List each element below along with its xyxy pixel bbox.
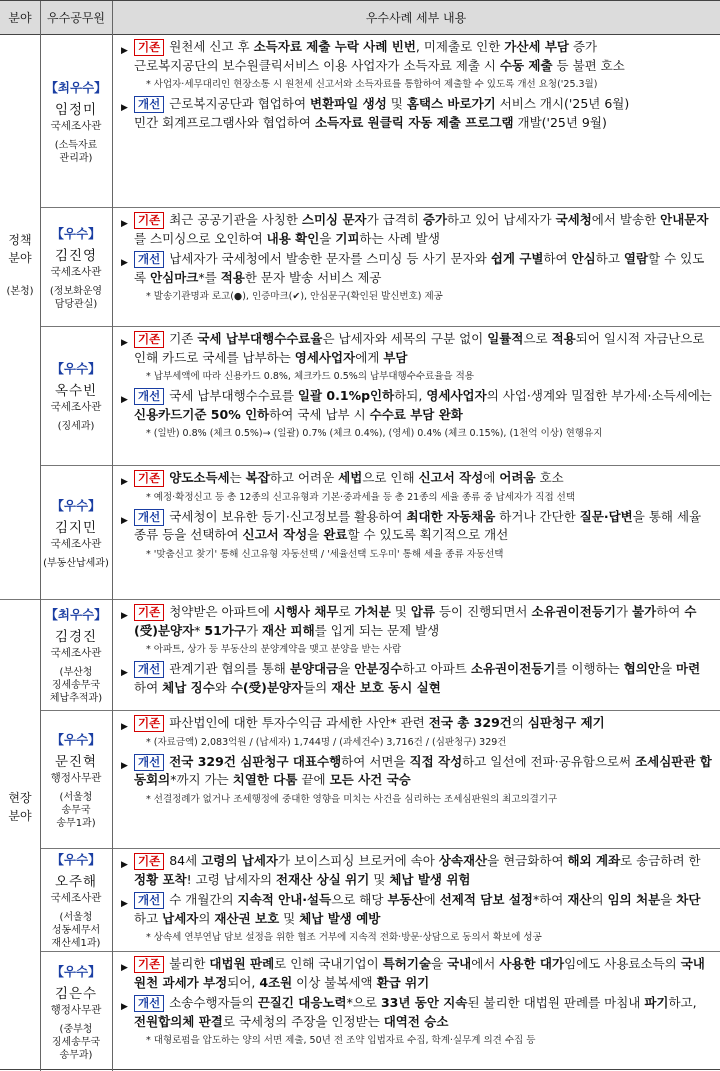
person-title: 국세조사관 xyxy=(50,401,102,413)
before-tag: 기존 xyxy=(134,853,164,870)
arrow-icon: ▶ xyxy=(121,760,128,771)
after-item xyxy=(121,891,712,928)
arrow-icon: ▶ xyxy=(121,860,128,870)
person-title: 국세조사관 xyxy=(50,537,102,550)
person-cell xyxy=(40,849,112,951)
arrow-icon: ▶ xyxy=(121,338,128,348)
award-grade: 【우수】 xyxy=(51,852,101,867)
person-name: 임정미 xyxy=(54,101,98,118)
award-grade: 【우수】 xyxy=(51,497,101,513)
table-row xyxy=(40,465,720,599)
arrow-icon: ▶ xyxy=(121,722,128,732)
before-tag: 기존 xyxy=(134,331,164,348)
item-text: 불리한 대법원 판례로 인해 국내기업이 특허기술을 국내에서 사용한 대가임에도 사용료소득의 국내원천 과세가 부정되어, 4조원 이상 불복세액 환급 위기 xyxy=(134,956,705,990)
before-item xyxy=(121,955,712,992)
after-tag: 개선 xyxy=(134,388,164,405)
after-item xyxy=(121,660,712,697)
before-item xyxy=(121,603,712,640)
table-row xyxy=(40,599,720,710)
person-cell xyxy=(40,35,112,207)
person-title: 국세조사관 xyxy=(50,647,102,659)
person-dept: (서울청 송무국 송무1과) xyxy=(56,791,96,829)
item-text: 양도소득세는 복잡하고 어려운 세법으로 인해 신고서 작성에 어려움 호소 xyxy=(169,470,564,485)
item-text: 청약받은 아파트에 시행사 채무로 가처분 및 압류 등이 진행되면서 소유권이전등기가 불가하여 수(受)분양자* 51가구가 재산 피해를 입게 되는 문제 발생 xyxy=(134,604,697,638)
col-divider-2 xyxy=(112,1,113,1071)
arrow-icon: ▶ xyxy=(121,46,128,56)
person-title: 행정사무관 xyxy=(50,771,102,784)
before-tag: 기존 xyxy=(134,715,164,732)
person-title: 국세조사관 xyxy=(50,265,102,278)
item-text: 관계기관 협의를 통해 분양대금을 안분징수하고 아파트 소유권이전등기를 이행하는 협의안을 마련하여 체납 징수와 수(受)분양자들의 재산 보호 동시 실현 xyxy=(134,661,701,695)
after-tag: 개선 xyxy=(134,509,164,526)
person-dept: (소득자료 관리과) xyxy=(54,139,98,164)
item-text: 전국 329건 심판청구 대표수행하여 서면을 직접 작성하고 일선에 전파·공유함으로써 조세심판관 합동회의*까지 가는 치열한 다툼 끝에 모든 사건 국승 xyxy=(134,753,712,787)
person-dept: (부산청 징세송무국 체납추적과) xyxy=(49,667,103,704)
field-policy xyxy=(0,231,40,298)
person-title: 행정사무관 xyxy=(50,1003,102,1016)
person-dept: (징세과) xyxy=(57,421,95,432)
table-row xyxy=(40,710,720,848)
arrow-icon: ▶ xyxy=(121,668,128,678)
person-cell xyxy=(40,711,112,848)
case-content xyxy=(112,849,720,951)
person-cell xyxy=(40,952,112,1071)
after-tag: 개선 xyxy=(134,754,164,771)
after-tag: 개선 xyxy=(134,251,164,268)
item-text: 국세청이 보유한 등기·신고정보를 활용하여 최대한 자동채움 하거나 간단한 질문·답변을 통해 세율 종류 등을 선택하여 신고서 작성을 완료할 수 있도록 획기적으로 개선 xyxy=(134,508,702,542)
item-note: * 사업자·세무대리인 현장소통 시 원천세 신고서와 소득자료를 통합하여 제출할 수 있도록 개선 요청('25.3월) xyxy=(146,79,598,90)
arrow-icon: ▶ xyxy=(121,1002,128,1012)
table-row xyxy=(40,35,720,207)
item-text: 84세 고령의 납세자가 보이스피싱 브로커에 속아 상속재산을 현금화하여 해외 계좌로 송금하려 한 정황 포착! 고령 납세자의 전재산 상실 위기 및 체납 발생 위험 xyxy=(134,853,701,887)
after-tag: 개선 xyxy=(134,661,164,678)
after-item xyxy=(121,250,712,287)
item-note: * 납부세액에 따라 신용카드 0.8%, 체크카드 0.5%의 납부대행수수료율을 적용 xyxy=(146,371,474,382)
award-grade: 【최우수】 xyxy=(45,607,107,622)
before-item xyxy=(121,714,712,733)
after-item xyxy=(121,994,712,1031)
field-policy-sub: (본청) xyxy=(6,286,34,297)
table-row xyxy=(40,326,720,465)
person-cell xyxy=(40,600,112,710)
item-note: * (일반) 0.8% (체크 0.5%)→ (일괄) 0.7% (체크 0.4%), (영세) 0.4% (체크 0.15%), (1천억 이상) 현행유지 xyxy=(146,428,603,439)
arrow-icon: ▶ xyxy=(121,963,128,973)
before-tag: 기존 xyxy=(134,212,164,229)
person-name: 문진혁 xyxy=(54,753,98,770)
arrow-icon: ▶ xyxy=(121,515,128,526)
person-name: 옥수빈 xyxy=(54,383,98,399)
after-item xyxy=(121,95,712,132)
person-cell xyxy=(40,466,112,599)
item-note: * 대형로펌을 압도하는 양의 서면 제출, 50년 전 조약 입법자료 수집, 학계·실무계 의견 수집 등 xyxy=(146,1035,536,1046)
person-dept: (서울청 성동세무서 재산세1과) xyxy=(51,912,101,949)
arrow-icon: ▶ xyxy=(121,258,128,268)
award-grade: 【우수】 xyxy=(51,361,101,376)
arrow-icon: ▶ xyxy=(121,899,128,909)
before-tag: 기존 xyxy=(134,39,164,56)
item-note: * 발송기관명과 로고(●), 인증마크(✔), 안심문구(확인된 발신번호) 제공 xyxy=(146,291,443,302)
arrow-icon: ▶ xyxy=(121,103,128,113)
item-text: 원천세 신고 후 소득자료 제출 누락 사례 빈번, 미제출로 인한 가산세 부담 증가 근로복지공단의 보수원클릭서비스 이용 사업자가 소득자료 제출 시 수동 제출 등 불편 호소 xyxy=(134,39,625,73)
person-dept: (정보화운영 담당관실) xyxy=(49,285,103,310)
item-note: * (자료금액) 2,083억원 / (납세자) 1,744명 / (과세건수) 3,716건 / (심판청구) 329건 xyxy=(146,736,507,748)
case-content xyxy=(112,711,720,848)
after-tag: 개선 xyxy=(134,995,164,1012)
item-note: * 선결정례가 없거나 조세행정에 중대한 영향을 미치는 사건을 심리하는 조세심판원의 최고의결기구 xyxy=(146,793,558,805)
after-item xyxy=(121,387,712,424)
person-title: 국세조사관 xyxy=(50,119,102,132)
item-text: 납세자가 국세청에서 발송한 문자를 스미싱 등 사기 문자와 쉽게 구별하여 안심하고 열람할 수 있도록 안심마크*를 적용한 문자 발송 서비스 제공 xyxy=(134,251,705,285)
after-item xyxy=(121,508,712,545)
item-text: 최근 공공기관을 사칭한 스미싱 문자가 급격히 증가하고 있어 납세자가 국세청에서 발송한 안내문자를 스미싱으로 오인하여 내용 확인을 기피하는 사례 발생 xyxy=(134,212,709,246)
before-tag: 기존 xyxy=(134,604,164,621)
person-name: 오주해 xyxy=(54,874,98,890)
person-name: 김은수 xyxy=(54,985,98,1002)
person-name: 김경진 xyxy=(54,629,98,645)
item-note: * '맞춤신고 찾기' 통해 신고유형 자동선택 / '세율선택 도우미' 통해 세율 종류 자동선택 xyxy=(146,548,504,560)
table-header xyxy=(0,1,720,35)
arrow-icon: ▶ xyxy=(121,477,128,487)
case-content xyxy=(112,600,720,710)
table-row xyxy=(40,207,720,326)
case-content xyxy=(112,35,720,207)
after-tag: 개선 xyxy=(134,892,164,909)
field-field xyxy=(0,789,40,825)
person-cell xyxy=(40,327,112,465)
award-grade: 【우수】 xyxy=(51,963,101,979)
field-divider xyxy=(0,599,40,600)
person-title: 국세조사관 xyxy=(50,892,102,904)
before-item xyxy=(121,38,712,75)
before-item xyxy=(121,852,712,889)
arrow-icon: ▶ xyxy=(121,219,128,229)
header-field: 분야 xyxy=(8,11,32,25)
award-grade: 【우수】 xyxy=(51,731,101,747)
person-name: 김지민 xyxy=(54,519,98,536)
table-row xyxy=(40,951,720,1071)
case-content xyxy=(112,952,720,1071)
award-grade: 【최우수】 xyxy=(45,79,107,95)
item-note: * 상속세 연부연납 담보 설정을 위한 협조 거부에 지속적 전화·방문·상담으로 동의서 확보에 성공 xyxy=(146,932,542,943)
person-dept: (부동산납세과) xyxy=(43,557,109,569)
arrow-icon: ▶ xyxy=(121,395,128,405)
before-item xyxy=(121,469,712,488)
header-detail: 우수사례 세부 내용 xyxy=(365,11,467,25)
table-row xyxy=(40,848,720,951)
item-text: 파산법인에 대한 투자수익금 과세한 사안* 관련 전국 총 329건의 심판청구 제기 xyxy=(169,715,605,730)
person-cell xyxy=(40,208,112,326)
case-content xyxy=(112,208,720,326)
item-note: * 아파트, 상가 등 부동산의 분양계약을 맺고 분양을 받는 사람 xyxy=(146,644,402,655)
person-name: 김진영 xyxy=(54,247,98,264)
award-grade: 【우수】 xyxy=(51,225,101,241)
item-text: 국세 납부대행수수료를 일괄 0.1%p인하하되, 영세사업자의 사업·생계와 밀접한 부가세·소득세에는 신용카드기준 50% 인하하여 국세 납부 시 수수료 부담 완화 xyxy=(134,388,712,422)
item-text: 근로복지공단과 협업하여 변환파일 생성 및 홈택스 바로가기 서비스 개시('25년 6월) 민간 회계프로그램사와 협업하여 소득자료 원클릭 자동 제출 프로그램 개발('25년 9월) xyxy=(134,96,630,130)
item-text: 기존 국세 납부대행수수료율은 납세자와 세목의 구분 없이 일률적으로 적용되어 일시적 자금난으로 인해 카드로 국세를 납부하는 영세사업자에게 부담 xyxy=(134,331,705,365)
before-item xyxy=(121,330,712,367)
case-content xyxy=(112,327,720,465)
before-item xyxy=(121,211,712,248)
item-note: * 예정·확정신고 등 총 12종의 신고유형과 기본·중과세율 등 총 21종의 세율 종류 중 납세자가 직접 선택 xyxy=(146,491,575,503)
before-tag: 기존 xyxy=(134,956,164,973)
field-field-name: 현장 분야 xyxy=(8,791,32,823)
after-tag: 개선 xyxy=(134,96,164,113)
field-policy-name: 정책 분야 xyxy=(8,233,32,265)
case-content xyxy=(112,466,720,599)
item-text: 수 개월간의 지속적 안내·설득으로 해당 부동산에 선제적 담보 설정*하여 재산의 임의 처분을 차단하고 납세자의 재산권 보호 및 체납 발생 예방 xyxy=(134,892,701,926)
before-tag: 기존 xyxy=(134,470,164,487)
item-text: 소송수행자들의 끈질긴 대응노력*으로 33년 동안 지속된 불리한 대법원 판례를 마침내 파기하고, 전원합의체 판결로 국세청의 주장을 인정받는 대역전 승소 xyxy=(134,995,697,1029)
person-dept: (중부청 징세송무국 송무과) xyxy=(51,1023,101,1061)
after-item xyxy=(121,753,712,790)
col-divider-1 xyxy=(40,1,41,1071)
header-person: 우수공무원 xyxy=(47,11,105,25)
arrow-icon: ▶ xyxy=(121,611,128,621)
